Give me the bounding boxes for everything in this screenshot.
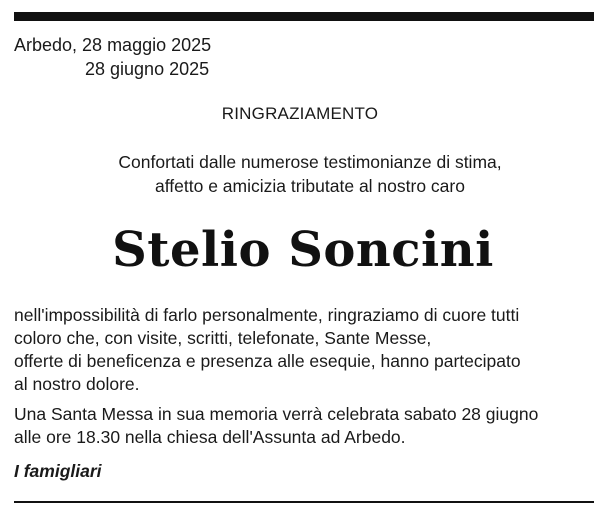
intro-text (0, 150, 600, 198)
intro-line: affetto e amicizia tributate al nostro caro (155, 176, 465, 196)
mass-paragraph (14, 403, 594, 449)
paragraph-line: nell'impossibilità di farlo personalmente, ringraziamo di cuore tutti (14, 305, 520, 325)
paragraph-line: coloro che, con visite, scritti, telefonate, Sante Messe, (14, 328, 432, 348)
second-date: 28 giugno 2025 (85, 59, 210, 79)
paragraph-line: Una Santa Messa in sua memoria verrà celebrata sabato 28 giugno (14, 404, 539, 424)
paragraph-line: offerte di beneficenza e presenza alle esequie, hanno partecipato (14, 351, 521, 371)
place-date: Arbedo, 28 maggio 2025 (14, 35, 212, 55)
deceased-name: Stelio Soncini (112, 222, 494, 278)
signature: I famigliari (14, 461, 102, 481)
top-rule (14, 12, 594, 21)
paragraph-line: alle ore 18.30 nella chiesa dell'Assunta ad Arbedo. (14, 427, 406, 447)
intro-line: Confortati dalle numerose testimonianze di stima, (118, 152, 502, 172)
paragraph-line: al nostro dolore. (14, 374, 140, 394)
thanks-paragraph (14, 304, 594, 396)
bottom-rule (14, 501, 594, 503)
body-text (14, 304, 594, 449)
notice-heading: RINGRAZIAMENTO (221, 104, 379, 123)
